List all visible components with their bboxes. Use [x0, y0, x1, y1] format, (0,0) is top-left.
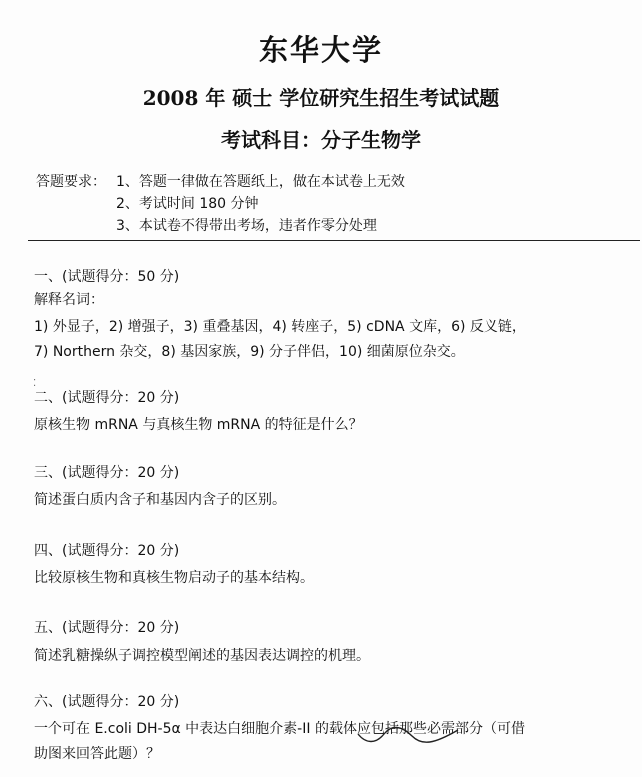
handwritten-underline-mark	[354, 720, 464, 746]
scan-speck: ⁚	[33, 378, 37, 389]
question-1-line-3: 7) Northern 杂交，8) 基因家族，9) 分子伴侣，10) 细菌原位杂交。	[34, 344, 465, 360]
question-6-line-2: 助图来回答此题）？	[34, 746, 160, 762]
question-3-line-1: 简述蛋白质内含子和基因内含子的区别。	[34, 492, 286, 508]
header-divider	[28, 240, 640, 241]
question-4-line-1: 比较原核生物和真核生物启动子的基本结构。	[34, 570, 314, 586]
question-1-line-2: 1) 外显子，2) 增强子，3) 重叠基因，4) 转座子，5) cDNA 文库，6) 反义链，	[34, 319, 526, 335]
requirement-item-1: 1、答题一律做在答题纸上，做在本试卷上无效	[116, 174, 405, 190]
question-2-line-1: 原核生物 mRNA 与真核生物 mRNA 的特征是什么？	[34, 417, 363, 433]
question-1-heading: 一、(试题得分：50 分)	[34, 269, 180, 285]
question-6-heading: 六、(试题得分：20 分)	[34, 694, 180, 710]
question-5-heading: 五、(试题得分：20 分)	[34, 620, 180, 636]
question-3-heading: 三、(试题得分：20 分)	[34, 465, 180, 481]
question-5-line-1: 简述乳糖操纵子调控模型阐述的基因表达调控的机理。	[34, 648, 370, 664]
university-name: 东华大学	[258, 33, 383, 67]
question-2-heading: 二、(试题得分：20 分)	[34, 390, 180, 406]
exam-subtitle: 2008 年 硕士 学位研究生招生考试试题	[142, 86, 500, 110]
requirement-item-2: 2、考试时间 180 分钟	[116, 196, 259, 212]
question-6-line-1: 一个可在 E.coli DH-5α 中表达白细胞介素-II 的载体应包括那些必需部分（可借	[34, 721, 525, 737]
question-1-line-1: 解释名词：	[34, 292, 104, 308]
exam-subject: 考试科目：分子生物学	[221, 128, 421, 152]
requirement-item-3: 3、本试卷不得带出考场，违者作零分处理	[116, 218, 377, 234]
requirements-label: 答题要求：	[36, 174, 106, 190]
question-4-heading: 四、(试题得分：20 分)	[34, 543, 180, 559]
